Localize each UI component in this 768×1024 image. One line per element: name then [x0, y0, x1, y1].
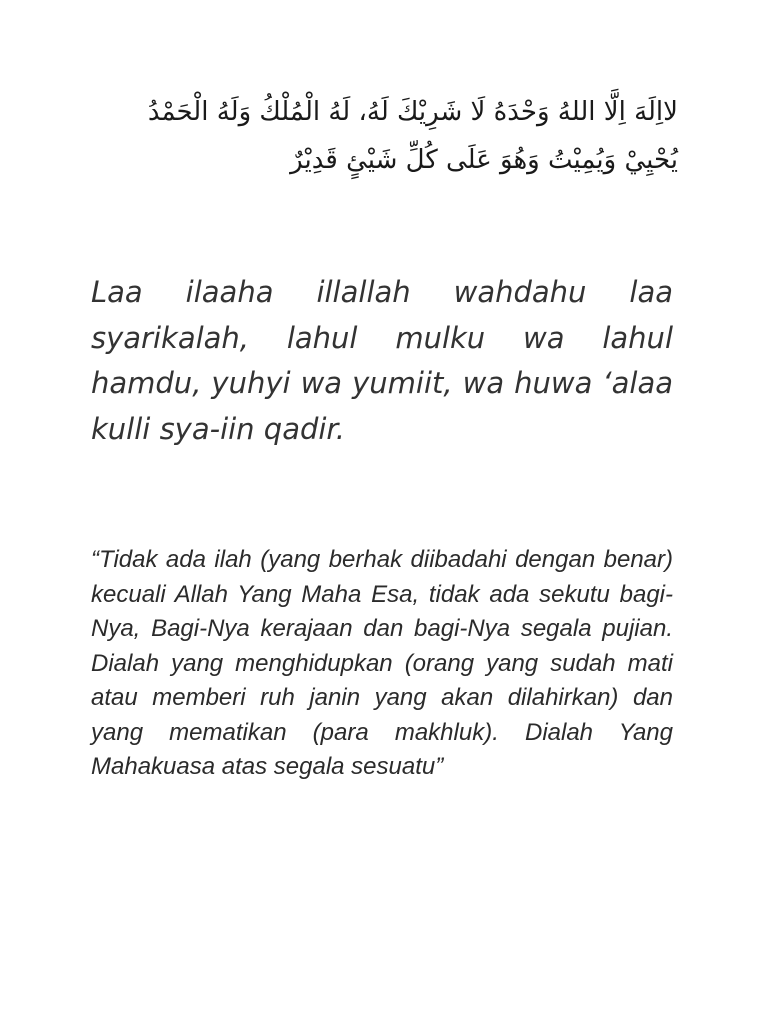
arabic-dhikr-text: [88, 88, 678, 184]
transliteration-paragraph: Laa ilaaha illallah wahdahu laa syarikalah, lahul mulku wa lahul hamdu, yuhyi wa yumiit, wa huwa ‘alaa kulli sya-iin qadir.: [91, 275, 673, 446]
translation-paragraph: “Tidak ada ilah (yang berhak diibadahi dengan benar) kecuali Allah Yang Maha Esa, tidak ada sekutu bagi-Nya, Bagi-Nya kerajaan dan bagi-Nya segala pujian. Dialah yang menghidupkan (orang yang sudah mati atau memberi ruh janin yang akan dilahirkan) dan yang mematikan (para makhluk). Dialah Yang Mahakuasa atas segala sesuatu”: [91, 546, 673, 780]
arabic-line-2: يُحْيِيْ وَيُمِيْتُ وَهُوَ عَلَى كُلِّ شَيْئٍ قَدِيْرٌ: [290, 145, 678, 175]
arabic-line-1: لااِلَهَ اِلَّا اللهُ وَحْدَهُ لَا شَرِيْكَ لَهُ، لَهُ الْمُلْكُ وَلَهُ الْحَمْدُ: [147, 97, 678, 127]
